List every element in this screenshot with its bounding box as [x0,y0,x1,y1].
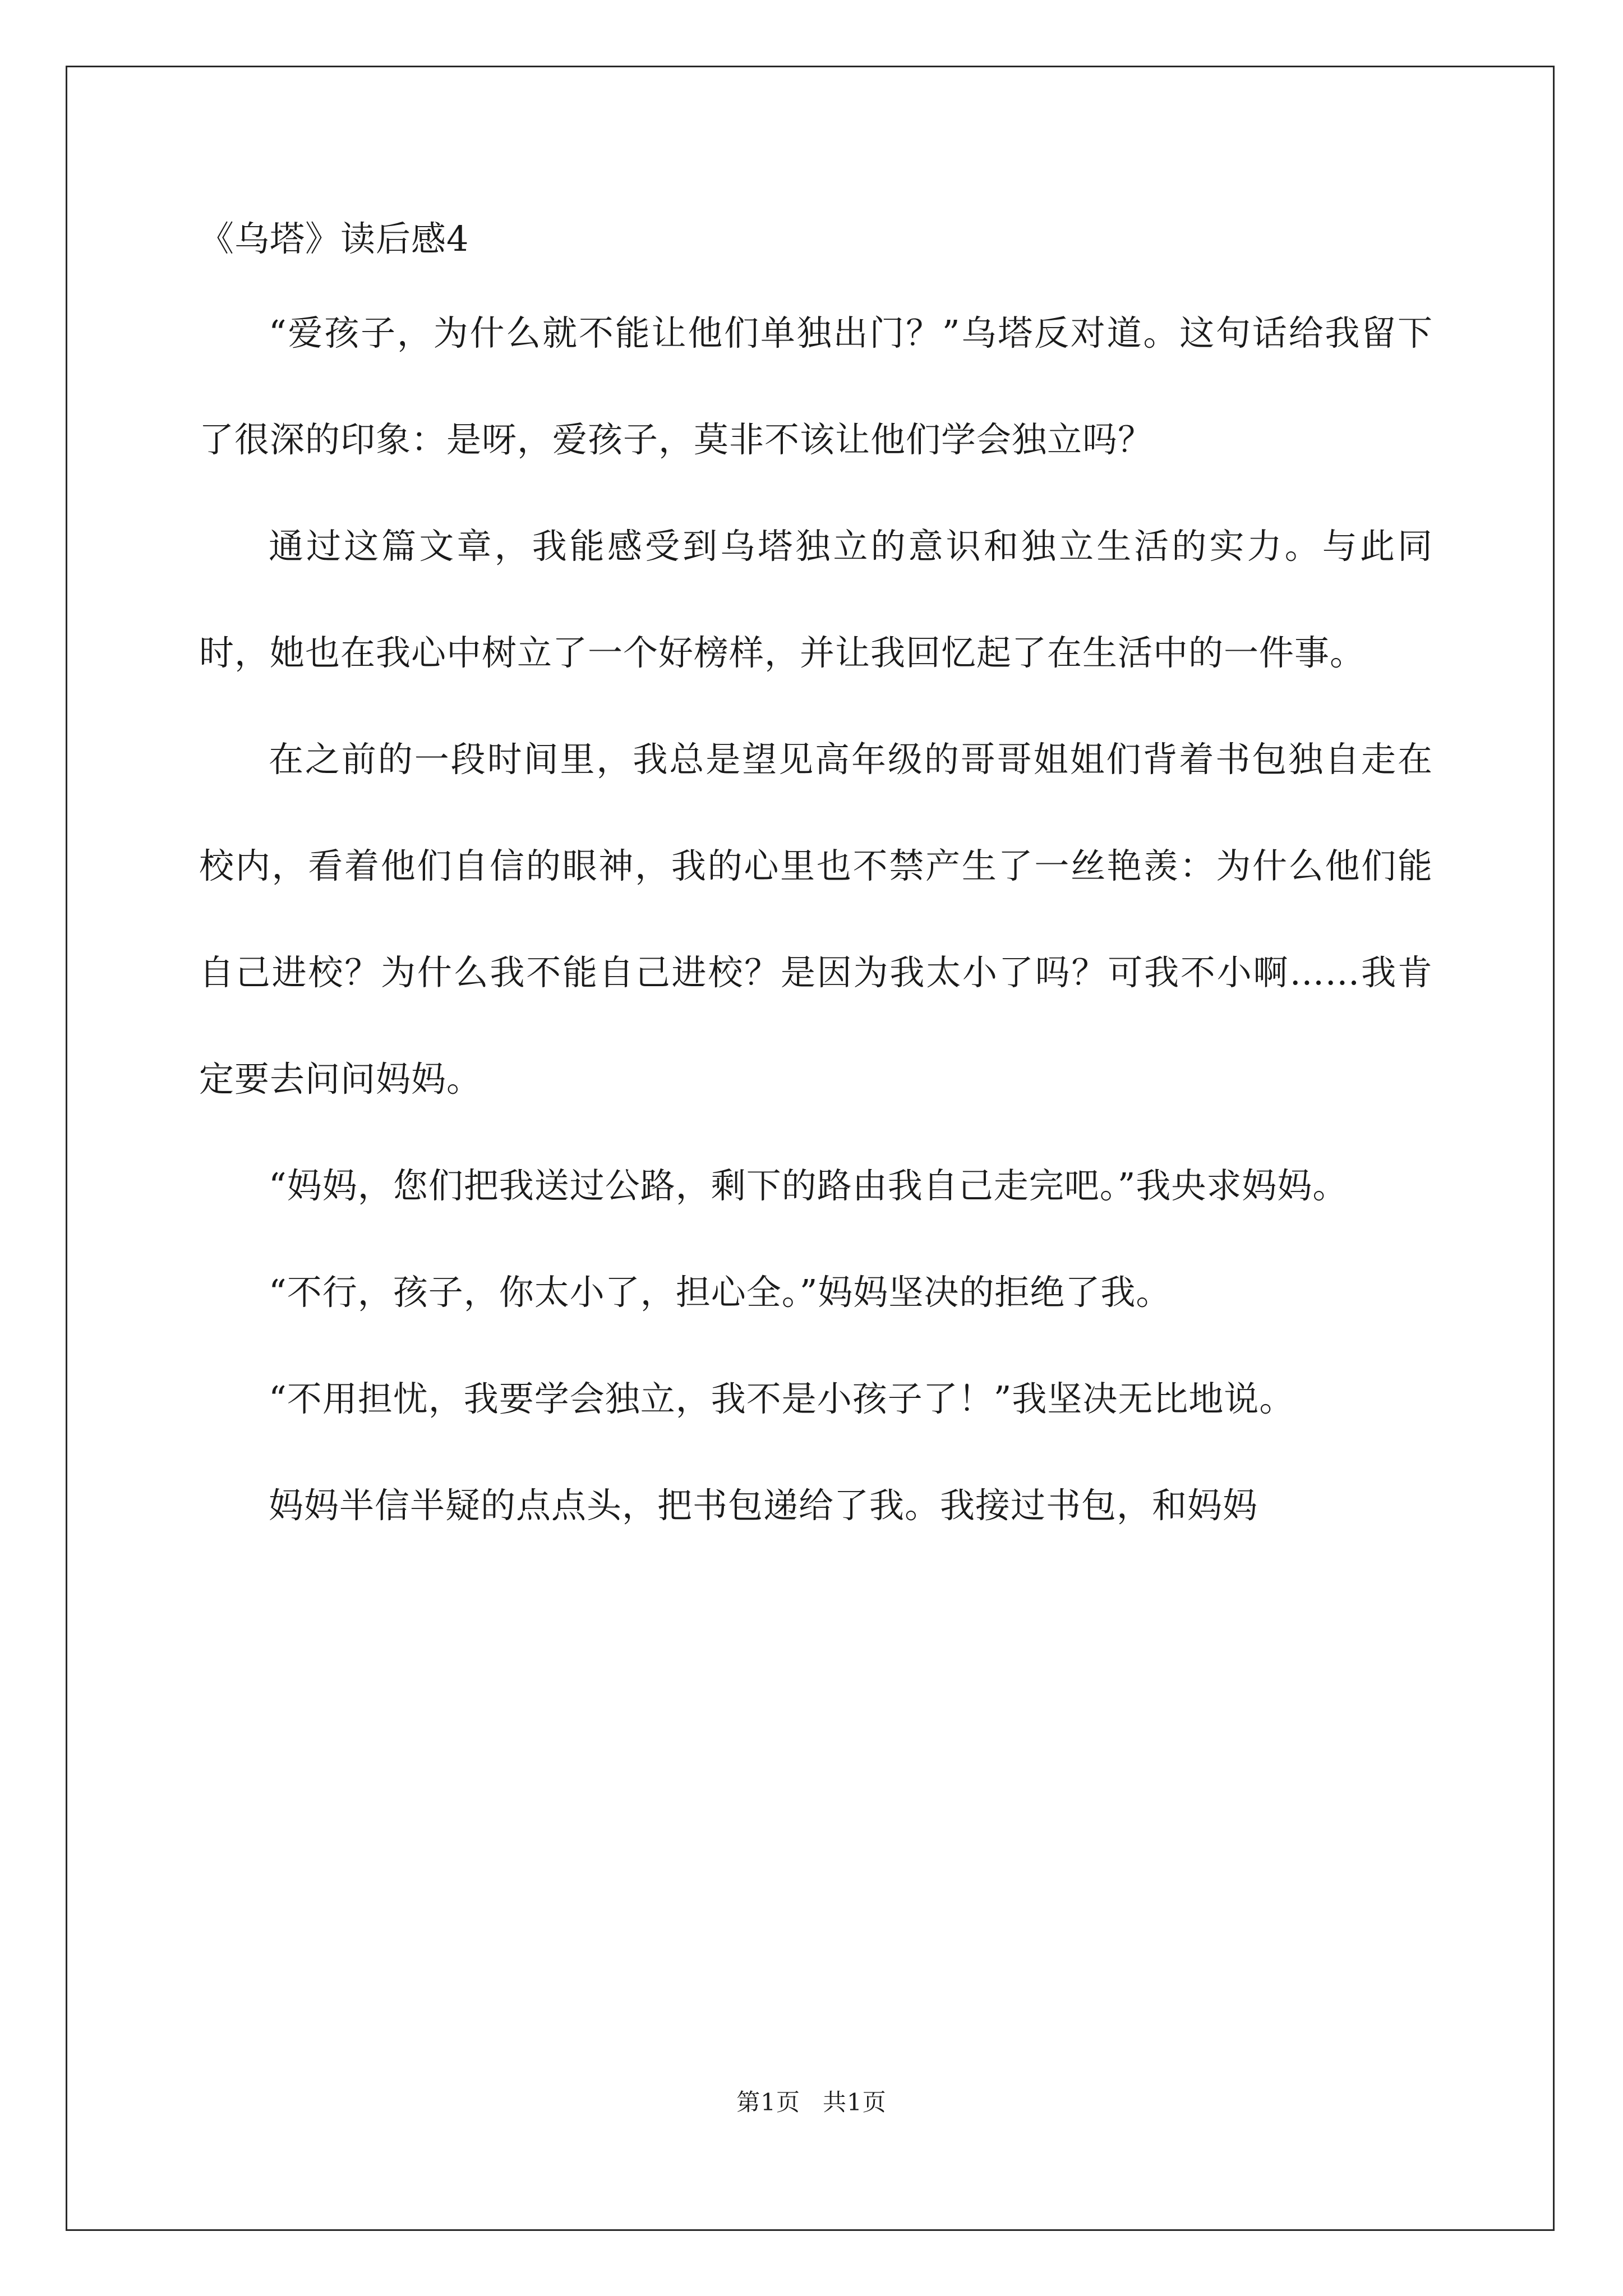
page-footer [0,2084,1623,2118]
page-number-current: 第1页 [736,2088,800,2116]
page-number-total: 共1页 [823,2088,887,2116]
paragraph-5: “不行，孩子，你太小了，担心全。”妈妈坚决的拒绝了我。 [269,1272,1172,1313]
paragraph-6: “不用担忧，我要学会独立，我不是小孩子了！”我坚决无比地说。 [269,1378,1295,1419]
paragraph-4: “妈妈，您们把我送过公路，剩下的路由我自己走完吧。”我央求妈妈。 [269,1165,1348,1206]
document-title: 《乌塔》读后感4 [199,218,469,259]
paragraph-7: 妈妈半信半疑的点点头，把书包递给了我。我接过书包，和妈妈 [269,1485,1258,1526]
paragraph-1: “爱孩子，为什么就不能让他们单独出门？”乌塔反对道。这句话给我留下了很深的印象：是呀，爱孩子，莫非不该让他们学会独立吗？ [199,312,1433,460]
paragraph-2: 通过这篇文章，我能感受到乌塔独立的意识和独立生活的实力。与此同时，她也在我心中树立了一个好榜样，并让我回忆起了在生活中的一件事。 [199,526,1433,673]
document-body [199,218,1433,1559]
paragraph-3: 在之前的一段时间里，我总是望见高年级的哥哥姐姐们背着书包独自走在校内，看着他们自信的眼神，我的心里也不禁产生了一丝艳羡：为什么他们能自己进校？为什么我不能自己进校？是因为我太小了吗？可我不小啊……我肯定要去问问妈妈。 [199,739,1433,1099]
